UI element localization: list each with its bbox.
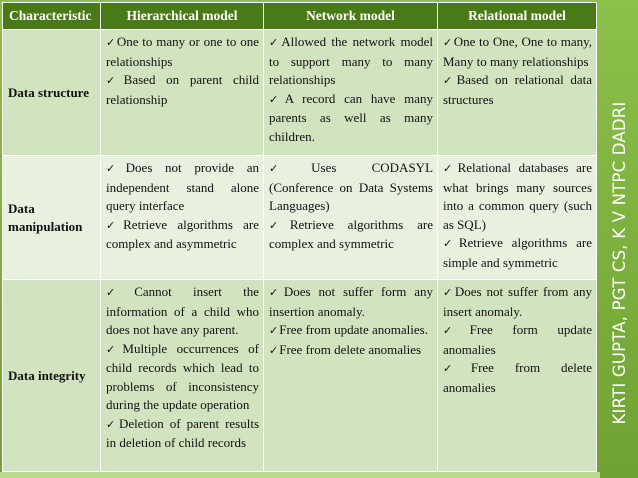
row-label-data-integrity: Data integrity bbox=[3, 280, 101, 472]
checkmark-icon: ✓ bbox=[106, 218, 123, 232]
bullet-text: One to One, One to many, Many to many relationships bbox=[443, 34, 592, 69]
checkmark-icon: ✓ bbox=[443, 324, 469, 337]
checkmark-icon: ✓ bbox=[269, 36, 281, 49]
checkmark-icon: ✓ bbox=[443, 162, 457, 175]
bullet-text: Free from delete anomalies bbox=[443, 360, 592, 395]
checkmark-icon: ✓ bbox=[443, 237, 458, 250]
comparison-table bbox=[2, 2, 597, 472]
bullet-item bbox=[106, 71, 259, 109]
bullet-item bbox=[106, 216, 259, 254]
bullet-item bbox=[269, 216, 433, 254]
author-side-label: KIRTI GUPTA, PGT CS, K V NTPC DADRI bbox=[609, 101, 629, 425]
bullet-item bbox=[443, 71, 592, 109]
header-hierarchical-model: Hierarchical model bbox=[101, 3, 264, 30]
bullet-item bbox=[443, 321, 592, 359]
bullet-text: One to many or one to one relationships bbox=[106, 34, 259, 69]
bullet-item bbox=[106, 340, 259, 415]
bullet-text: Allowed the network model to support many to many relationships bbox=[269, 34, 434, 87]
bullet-item bbox=[269, 159, 433, 216]
checkmark-icon: ✓ bbox=[106, 36, 116, 49]
bullet-item bbox=[443, 283, 592, 321]
bullet-text: Relational databases are what brings many sources into a common query (such as SQL) bbox=[443, 160, 592, 232]
cell-network bbox=[264, 280, 438, 472]
checkmark-icon: ✓ bbox=[269, 162, 311, 175]
bullet-item bbox=[269, 283, 433, 321]
bullet-text: Free from update anomalies. bbox=[279, 322, 428, 337]
bullet-text: Deletion of parent results in deletion of child records bbox=[106, 415, 260, 450]
checkmark-icon: ✓ bbox=[106, 342, 122, 356]
row-label-data-structure: Data structure bbox=[3, 30, 101, 156]
table-header-row bbox=[3, 3, 597, 30]
bullet-text: Does not suffer form any insertion anomaly. bbox=[269, 284, 434, 319]
bullet-text: Retrieve algorithms are complex and asymmetric bbox=[106, 216, 259, 251]
bullet-text: Retrieve algorithms are simple and symmetric bbox=[443, 235, 592, 270]
bullet-item bbox=[269, 341, 433, 361]
checkmark-icon: ✓ bbox=[443, 362, 470, 375]
bullet-item bbox=[269, 321, 433, 341]
bullet-text: Cannot insert the information of a child who does not have any parent. bbox=[106, 284, 259, 337]
bullet-item bbox=[443, 359, 592, 397]
checkmark-icon: ✓ bbox=[269, 218, 289, 232]
cell-hierarchical bbox=[101, 30, 264, 156]
checkmark-icon: ✓ bbox=[106, 74, 123, 87]
table-row bbox=[3, 30, 597, 156]
row-label-data-manipulation: Data manipulation bbox=[3, 156, 101, 280]
bullet-text: Retrieve algorithms are complex and symmetric bbox=[269, 216, 433, 251]
bullet-item bbox=[106, 283, 259, 340]
cell-relational bbox=[438, 30, 597, 156]
bottom-accent-bar bbox=[0, 472, 600, 478]
header-network-model: Network model bbox=[264, 3, 438, 30]
bullet-text: Multiple occurrences of child records which lead to problems of inconsistency during the update operation bbox=[106, 340, 259, 412]
table-row bbox=[3, 280, 597, 472]
bullet-text: Based on parent child relationship bbox=[106, 72, 260, 107]
checkmark-icon: ✓ bbox=[269, 324, 279, 337]
header-characteristic: Characteristic bbox=[3, 3, 101, 30]
checkmark-icon: ✓ bbox=[269, 286, 283, 299]
bullet-item bbox=[106, 33, 259, 71]
bullet-item bbox=[443, 234, 592, 272]
table-row bbox=[3, 156, 597, 280]
cell-network bbox=[264, 30, 438, 156]
checkmark-icon: ✓ bbox=[443, 74, 456, 87]
checkmark-icon: ✓ bbox=[106, 286, 134, 299]
cell-relational bbox=[438, 280, 597, 472]
bullet-item bbox=[443, 159, 592, 234]
bullet-item bbox=[106, 415, 259, 453]
bullet-text: Uses CODASYL (Conference on Data Systems Languages) bbox=[269, 160, 434, 213]
checkmark-icon: ✓ bbox=[269, 92, 284, 106]
checkmark-icon: ✓ bbox=[106, 417, 118, 431]
bullet-item bbox=[269, 33, 433, 90]
cell-network bbox=[264, 156, 438, 280]
checkmark-icon: ✓ bbox=[106, 162, 125, 175]
cell-hierarchical bbox=[101, 280, 264, 472]
checkmark-icon: ✓ bbox=[443, 36, 453, 49]
bullet-text: Free form update anomalies bbox=[443, 322, 592, 357]
bullet-text: Does not suffer from any insert anomaly. bbox=[443, 284, 593, 319]
checkmark-icon: ✓ bbox=[443, 286, 454, 299]
cell-hierarchical bbox=[101, 156, 264, 280]
bullet-text: Based on relational data structures bbox=[443, 72, 593, 107]
bullet-text: Free from delete anomalies bbox=[279, 341, 422, 357]
cell-relational bbox=[438, 156, 597, 280]
bullet-item bbox=[106, 159, 259, 216]
header-relational-model: Relational model bbox=[438, 3, 597, 30]
checkmark-icon: ✓ bbox=[269, 343, 279, 357]
bullet-text: Does not provide an independent stand alone query interface bbox=[106, 160, 260, 213]
bullet-item bbox=[443, 33, 592, 71]
bullet-item bbox=[269, 90, 433, 147]
bullet-text: A record can have many parents as well as many children. bbox=[269, 90, 433, 144]
